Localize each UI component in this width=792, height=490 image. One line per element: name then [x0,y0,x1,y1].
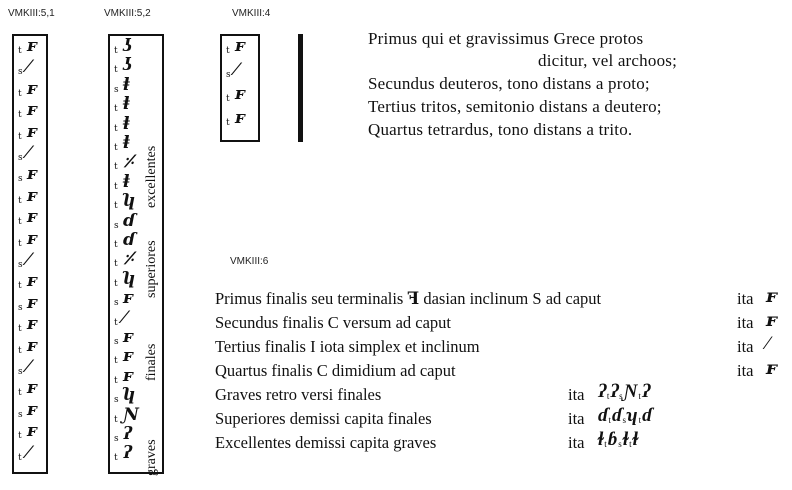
neume-icon: ʖ [123,36,133,56]
neume-glyph-4: ꜰ [766,358,778,379]
table-row-2: Secundus finalis C versum ad caput [215,313,451,332]
neume-icon: ꜰ [27,399,38,420]
cell-letter: s [114,84,119,95]
neume-column-2 [108,34,164,474]
cell-letter: t [114,143,118,153]
cell-letter: t [114,201,118,212]
cell-letter: t [114,278,118,289]
neume-icon: ɗ [123,210,136,231]
cell-letter: s [18,367,23,377]
neume-icon: ⸓ [123,152,135,173]
cell-letter: s [18,302,23,313]
neume-icon: ɫ [598,429,604,450]
cell-letter: t [114,356,118,367]
table-row-7: Excellentes demissi capita graves [215,433,437,452]
ita-3: ita [737,337,754,356]
cell-letter: t [18,388,22,399]
cell-letter: s [114,395,119,406]
neume-icon: Ɲ [123,404,139,425]
neume-seq-excellentes [598,429,638,451]
cell-letter: t [114,181,118,192]
cell-letter: s [18,409,23,420]
cell-letter: t [18,217,22,228]
cell-letter: t [18,131,22,142]
dasian-symbol: ꟻ [407,289,420,308]
ita-7: ita [568,433,585,452]
sub-letter: t [608,415,612,425]
neume-icon: ɫ [632,429,638,450]
cell-letter: t [18,88,22,99]
cell-letter: t [114,104,118,115]
cell-letter: s [18,67,23,78]
sub-letter: t [604,439,607,449]
neume-column-3 [220,34,260,142]
sub-letter: s [618,439,622,449]
cell-letter: s [18,174,23,185]
sub-letter: t [629,439,632,449]
para-line-4: Tertius tritos, semitonio distans a deutero; [368,97,662,116]
neume-icon: ꜰ [235,36,246,56]
cell-letter: t [18,452,22,463]
neume-icon: ꜰ [27,207,38,228]
table-row-5: Graves retro versi finales [215,385,382,404]
neume-icon: ⱡ [123,113,130,134]
neume-icon: ⱡ [123,74,130,95]
para-line-5: Quartus tetrardus, tono distans a trito. [368,120,633,139]
neume-icon: ʮ [123,268,134,289]
sub-letter: s [622,415,627,425]
neume-seq-superiores [598,405,652,427]
neume-icon: ʔ [123,443,133,464]
neume-glyph-2: ꜰ [766,310,778,331]
neume-column-1 [12,34,48,474]
neume-icon: ꜰ [123,365,134,386]
neume-icon: ꜰ [235,108,246,128]
neume-icon: ⱡ [123,171,130,192]
para-line-3: Secundus deuteros, tono distans a proto; [368,74,650,93]
ita-4: ita [737,361,754,380]
vertical-bar [298,34,303,142]
neume-icon: ʮ [123,385,134,406]
label-excellentes: excellentes [144,145,159,208]
cell-letter: t [114,317,118,328]
para-line-2: dicitur, vel archoos; [538,51,678,70]
neume-icon: Ɲ [623,381,638,402]
cell-letter: s [18,153,23,163]
neume-icon: ɓ [607,429,618,450]
cell-letter: t [114,414,118,425]
neume-icon: ꜰ [27,185,38,206]
neume-icon: ʮ [123,191,134,212]
cell-letter: t [114,65,118,76]
neume-icon: ꜰ [27,36,38,56]
cell-letter: s [18,260,23,270]
cell-letter: s [114,298,119,309]
neume-icon: ꜰ [27,78,38,99]
neume-glyph-1: ꜰ [766,286,778,307]
neume-icon: ⁄ [27,442,30,463]
neume-icon: ɫ [622,429,629,450]
neume-icon: ⱡ [123,133,130,153]
cell-letter: s [114,337,119,347]
neume-icon: ʮ [627,405,638,426]
para-line-1: Primus qui et gravissimus Grece protos [368,29,644,48]
ita-1: ita [737,289,754,308]
ita-5: ita [568,385,585,404]
cell-letter: t [18,46,22,56]
cell-letter: t [114,123,118,134]
neume-icon: ʖ [123,55,133,76]
label-table: VMKIII:6 [230,256,269,267]
cell-letter: t [18,238,22,249]
cell-letter: t [226,46,230,56]
neume-icon: ʔ [598,381,606,402]
label-col2: VMKIII:5,2 [104,8,151,19]
neume-icon: ꜰ [27,421,38,442]
neume-seq-graves [598,381,650,403]
neume-icon: ꜰ [123,327,134,347]
neume-icon: ⁄ [27,57,30,78]
neume-icon: ɗ [642,405,652,426]
cell-letter: t [114,259,118,270]
cell-letter: t [114,453,118,464]
cell-letter: s [114,220,119,231]
neume-icon: ɗ [612,405,622,426]
neume-icon: ɗ [598,405,608,426]
cell-letter: t [18,110,22,121]
table-row-1 [215,289,601,309]
neume-icon: ʔ [123,424,133,444]
cell-letter: t [114,375,118,386]
neume-icon: ⁄ [235,60,238,80]
neume-icon: ⁄ [27,357,30,377]
neume-icon: ꜰ [27,378,38,399]
neume-icon: ꜰ [123,346,134,367]
neume-icon: ʔ [641,381,650,402]
cell-letter: s [114,434,119,444]
sub-letter: t [638,415,642,425]
label-graves: graves [144,439,159,476]
sub-letter: s [619,391,623,401]
row-1-text-a: Primus finalis seu terminalis [215,289,404,308]
neume-icon: ꜰ [27,271,38,292]
cell-letter: t [114,162,118,173]
neume-icon: ⁄ [123,307,126,328]
neume-icon: ɗ [123,230,136,250]
neume-icon: ʔ [610,381,619,402]
neume-icon: ꜰ [27,100,38,121]
label-col1: VMKIII:5,1 [8,8,55,19]
neume-icon: ꜰ [27,228,38,249]
neume-icon: ⱡ [123,94,130,115]
neume-icon: ꜰ [27,121,38,142]
cell-letter: t [18,324,22,335]
neume-glyph-3: ⁄ [766,333,770,354]
ita-6: ita [568,409,585,428]
label-col3: VMKIII:4 [232,8,271,19]
neume-icon: ꜰ [27,314,38,335]
neume-icon: ꜰ [123,288,134,309]
neume-icon: ꜰ [27,292,38,313]
cell-letter: t [18,281,22,292]
neume-icon: ⸓ [123,249,135,270]
cell-letter: t [114,240,118,250]
neume-icon: ꜰ [235,84,246,104]
neume-icon: ꜰ [27,335,38,356]
cell-letter: t [18,195,22,206]
cell-letter: t [226,94,230,104]
cell-letter: t [226,118,230,128]
ita-2: ita [737,313,754,332]
table-row-3: Tertius finalis I iota simplex et inclinum [215,337,480,356]
table-row-6: Superiores demissi capita finales [215,409,432,428]
neume-icon: ꜰ [27,164,38,185]
cell-letter: t [18,431,22,442]
table-row-4: Quartus finalis C dimidium ad caput [215,361,456,380]
sub-letter: t [638,391,641,401]
label-superiores: superiores [144,240,159,298]
neume-icon: ⁄ [27,250,30,270]
row-1-text-b: dasian inclinum S ad caput [423,289,602,308]
neume-icon: ⁄ [27,143,30,163]
label-finales: finales [144,343,159,381]
cell-letter: t [18,345,22,356]
cell-letter: s [226,70,231,80]
cell-letter: t [114,46,118,56]
sub-letter: t [606,391,610,401]
